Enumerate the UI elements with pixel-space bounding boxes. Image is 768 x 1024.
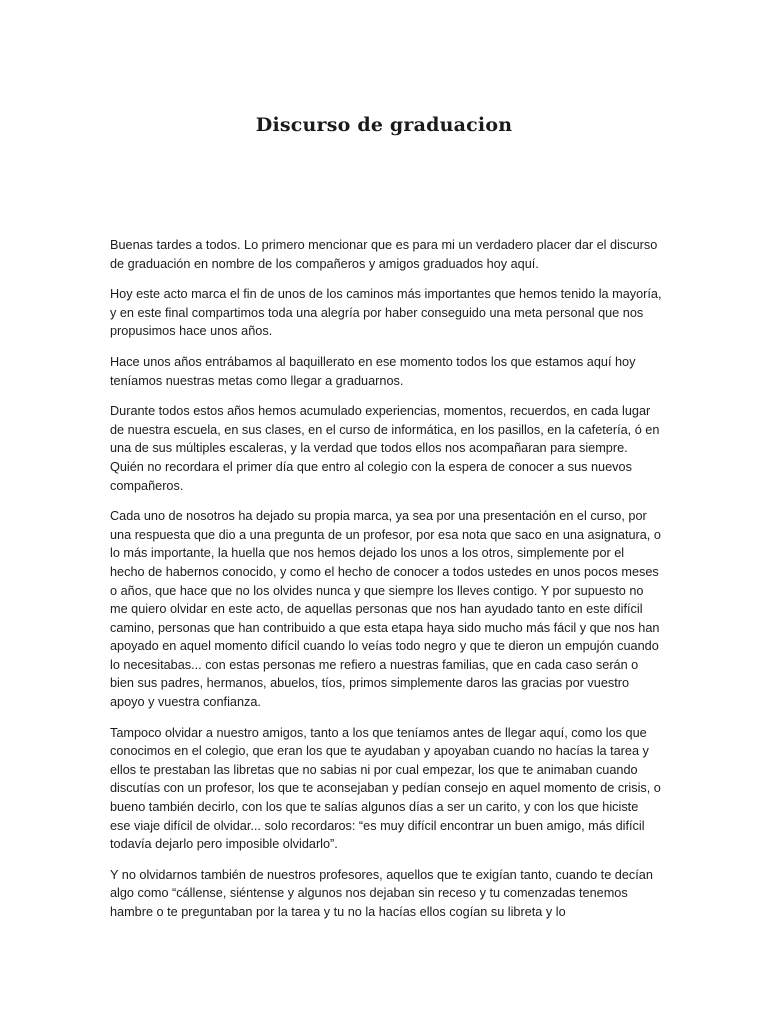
paragraph: Tampoco olvidar a nuestro amigos, tanto a los que teníamos antes de llegar aquí, como los que conocimos en el colegio, que eran los que te ayudaban y apoyaban cuando no hacías la tarea y ellos te prestaban las libretas que no sabias ni por cual empezar, los que te animaban cuando discutías con un profesor, los que te aconsejaban y pedían consejo en aquel momento de crisis, o bueno también decirlo, con los que te salías algunos días a ser un carito, y con los que hiciste ese viaje difícil de olvidar... solo recordaros: “es muy difícil encontrar un buen amigo, más difícil todavía dejarlo pero imposible olvidarlo”. (110, 725, 661, 852)
paragraph: Hoy este acto marca el fin de unos de los caminos más importantes que hemos tenido la mayoría, y en este final compartimos toda una alegría por haber conseguido una meta personal que nos propusimos hace unos años. (110, 287, 662, 339)
paragraph: Durante todos estos años hemos acumulado experiencias, momentos, recuerdos, en cada lugar de nuestra escuela, en sus clases, en el curso de informática, en los pasillos, en la cafetería, ó en una de sus múltiples escaleras, y la verdad que todos ellos nos acompañaran para siempre. Quién no recordara el primer día que entro al colegio con la espera de conocer a sus nuevos compañeros. (110, 404, 660, 493)
paragraph: Buenas tardes a todos. Lo primero mencionar que es para mi un verdadero placer dar el discurso de graduación en nombre de los compañeros y amigos graduados hoy aquí. (110, 238, 658, 271)
document-title: Discurso de graduacion (255, 114, 513, 136)
paragraph: Hace unos años entrábamos al baquillerato en ese momento todos los que estamos aquí hoy teníamos nuestras metas como llegar a graduarnos. (110, 354, 636, 388)
paragraph: Y no olvidarnos también de nuestros profesores, aquellos que te exigían tanto, cuando te decían algo como “cállense, siéntense y algunos nos dejaban sin receso y tu comenzadas tenemos hambre o te preguntaban por la tarea y tu no la hacías ellos cogían su libreta y lo (110, 867, 653, 919)
paragraph: Cada uno de nosotros ha dejado su propia marca, ya sea por una presentación en el curso, por una respuesta que dio a una pregunta de un profesor, por esa nota que saco en una asignatura, o lo más importante, la huella que nos hemos dejado los unos a los otros, simplemente por el hecho de habernos conocido, y como el hecho de conocer a todos ustedes en unos pocos meses o años, que hace que no los olvides nunca y que siempre los lleves contigo. Y por supuesto no me quiero olvidar en este acto, de aquellas personas que nos han ayudado tanto en este difícil camino, personas que han contribuido a que esta etapa haya sido mucho más fácil y que nos han apoyado en aquel momento difícil cuando lo veías todo negro y que te dieron un empujón cuando lo necesitabas... con estas personas me refiero a nuestras familias, que en cada caso serán o bien sus padres, hermanos, abuelos, tíos, primos simplemente daros las gracias por vuestro apoyo y vuestra confianza. (110, 509, 661, 710)
document-body (110, 236, 662, 922)
